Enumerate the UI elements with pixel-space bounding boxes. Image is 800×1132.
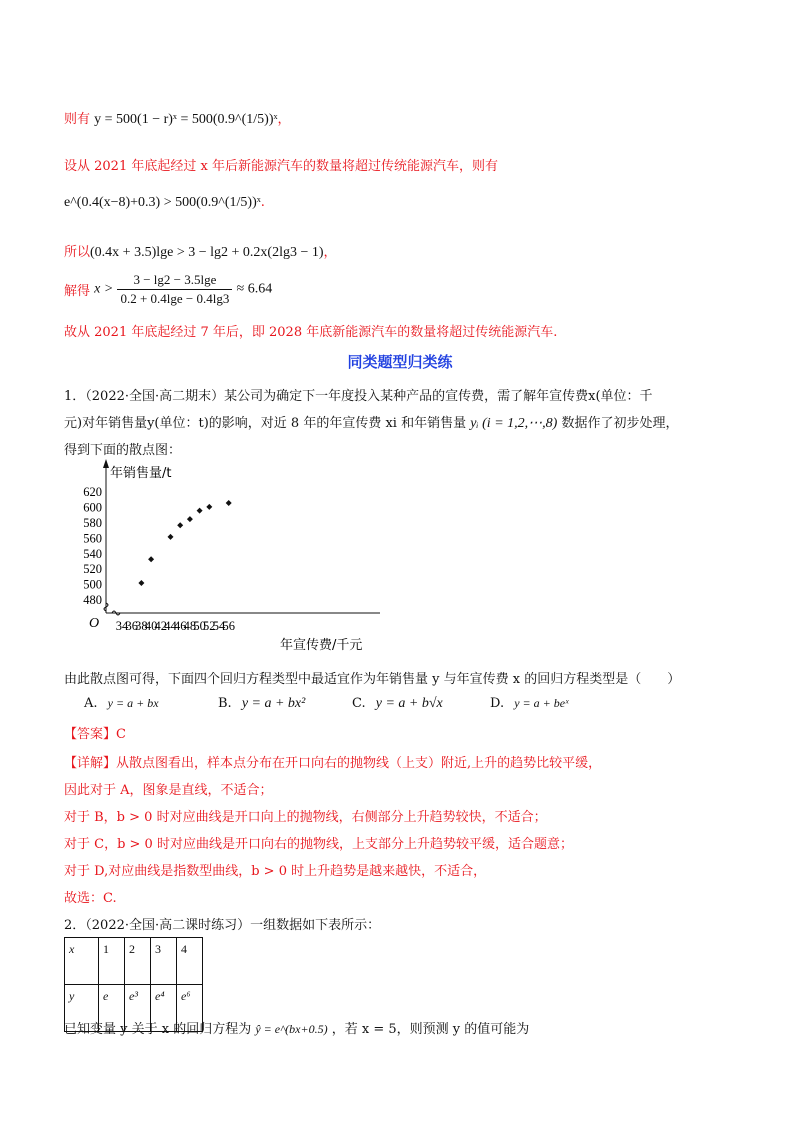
fraction-numerator: 3 − lg2 − 3.5lge xyxy=(117,272,232,290)
y-tick-label: 500 xyxy=(83,577,102,592)
solution-line-1 xyxy=(64,108,291,128)
table-cell: e³ xyxy=(125,985,151,1032)
q1-option-d[interactable] xyxy=(490,696,568,711)
section-title: 同类题型归类练 xyxy=(347,353,453,371)
solution-line-6: 故从 2021 年底起经过 7 年后，即 2028 年底新能源汽车的数量将超过传统能源汽车. xyxy=(64,325,558,340)
x-tick-label: 40 xyxy=(144,619,158,633)
q2-line-2-tail: ，若 x = 5，则预测 y 的值可能为 xyxy=(331,1022,530,1037)
solution-line-4-prefix: 所以 xyxy=(64,245,91,260)
q1-detail-2: 对于 B，b > 0 时对应曲线是开口向上的抛物线，右侧部分上升趋势较快，不适合； xyxy=(64,810,547,825)
y-tick-label: 580 xyxy=(83,516,102,530)
option-a-label: A. xyxy=(84,696,98,711)
solution-line-5-prefix: 解得 xyxy=(64,284,91,299)
y-tick-label: 600 xyxy=(83,500,102,515)
q1-detail-0: 【详解】从散点图看出，样本点分布在开口向右的抛物线（上支）附近,上升的趋势比较平缓， xyxy=(64,756,602,771)
y-tick-label: 540 xyxy=(83,546,102,561)
scatter-plot xyxy=(70,455,400,655)
x-tick-label: 52 xyxy=(203,619,216,633)
x-tick-label: 56 xyxy=(222,619,235,633)
y-tick-label: 560 xyxy=(83,531,102,546)
q1-line-3: 得到下面的散点图： xyxy=(64,443,182,458)
table-cell: x xyxy=(65,938,99,985)
x-tick-label: 48 xyxy=(183,619,197,633)
scatter-point xyxy=(206,504,212,510)
scatter-point xyxy=(168,534,174,540)
y-tick-label: 520 xyxy=(83,562,102,577)
table-row-x xyxy=(65,938,203,985)
table-cell: e⁴ xyxy=(151,985,177,1032)
option-a-formula: y = a + bx xyxy=(107,696,159,710)
scatter-point xyxy=(138,580,144,586)
x-tick-label: 46 xyxy=(173,619,187,633)
solution-line-4-end: ， xyxy=(323,245,337,260)
table-cell: 1 xyxy=(99,938,125,985)
q1-line-2 xyxy=(64,412,678,432)
option-b-label: B. xyxy=(218,696,232,711)
q2-regression-formula: ŷ = e^(bx+0.5) xyxy=(255,1022,328,1036)
x-tick-label: 50 xyxy=(193,619,206,633)
q2-line-1: 2．（2022·全国·高二课时练习）一组数据如下表所示： xyxy=(64,918,381,933)
x-tick-label: 42 xyxy=(154,619,168,633)
y-axis-arrow-icon xyxy=(103,459,109,468)
solution-line-4 xyxy=(64,241,337,261)
x-tick-label: 54 xyxy=(212,619,226,633)
scatter-point xyxy=(187,516,193,522)
q2-line-2-text: 已知变量 y 关于 x 的回归方程为 xyxy=(64,1022,252,1037)
formula-y-500: y = 500(1 − r)ˣ = 500(0.9^(1/5))ˣ xyxy=(94,112,278,127)
table-cell: e xyxy=(99,985,125,1032)
solution-line-2: 设从 2021 年底起经过 x 年后新能源汽车的数量将超过传统能源汽车，则有 xyxy=(64,159,498,174)
formula-x-gt: x > xyxy=(94,281,114,297)
q1-index-formula: yᵢ (i = 1,2,⋯,8) xyxy=(470,416,558,431)
table-cell: 4 xyxy=(177,938,203,985)
scatter-point xyxy=(226,500,232,506)
option-b-formula: y = a + bx² xyxy=(241,696,306,711)
formula-lg-inequality: (0.4x + 3.5)lge > 3 − lg2 + 0.2x(2lg3 − 1) xyxy=(90,245,324,260)
table-cell: 3 xyxy=(151,938,177,985)
scatter-point xyxy=(148,556,154,562)
option-d-label: D. xyxy=(490,696,505,711)
table-cell: e⁶ xyxy=(177,985,203,1032)
table-cell: 2 xyxy=(125,938,151,985)
option-c-label: C. xyxy=(352,696,366,711)
q2-line-2 xyxy=(64,1018,529,1037)
x-tick-label: 34 xyxy=(115,619,129,633)
x-tick-label: 44 xyxy=(164,619,177,633)
formula-fraction xyxy=(117,272,232,307)
formula-approx: ≈ 6.64 xyxy=(236,281,273,297)
q1-answer: 【答案】C xyxy=(64,727,126,742)
option-c-formula: y = a + b√x xyxy=(375,696,443,711)
fraction-denominator: 0.2 + 0.4lge − 0.4lg3 xyxy=(120,291,230,306)
q1-detail-3: 对于 C，b > 0 时对应曲线是开口向右的抛物线，上支部分上升趋势较平缓，适合题意； xyxy=(64,837,573,852)
solution-line-1-prefix: 则有 xyxy=(64,112,91,127)
q1-detail-1: 因此对于 A，图象是直线，不适合； xyxy=(64,783,273,798)
q1-option-c[interactable] xyxy=(352,696,443,712)
scatter-point xyxy=(177,522,183,528)
x-tick-label: 38 xyxy=(135,619,148,633)
x-axis-label: 年宣传费/千元 xyxy=(280,638,363,653)
solution-line-3 xyxy=(64,195,265,211)
solution-line-5 xyxy=(64,272,272,307)
x-tick-label: 36 xyxy=(125,619,138,633)
q1-option-a[interactable] xyxy=(84,696,159,711)
q1-line-2-text: 元)对年销售量y(单位：t)的影响，对近 8 年的年宣传费 xi 和年销售量 xyxy=(64,416,467,431)
q1-line-1: 1．（2022·全国·高二期末）某公司为确定下一年度投入某种产品的宣传费，需了解年宣传费x(单位：千 xyxy=(64,389,653,404)
q1-line-2-tail: 数据作了初步处理， xyxy=(561,416,679,431)
option-d-formula: y = a + beˣ xyxy=(514,696,569,710)
y-tick-label: 480 xyxy=(83,593,102,607)
q1-detail-5: 故选：C. xyxy=(64,891,117,906)
q1-option-b[interactable] xyxy=(218,696,305,712)
solution-line-1-end: ， xyxy=(277,112,291,127)
q1-prompt: 由此散点图可得，下面四个回归方程类型中最适宜作为年销售量 y 与年宣传费 x 的回归方程类型是（ ） xyxy=(64,672,681,687)
y-axis-label: 年销售量/t xyxy=(110,466,172,481)
solution-line-3-end: . xyxy=(260,195,265,210)
scatter-point xyxy=(197,508,203,514)
y-tick-label: 620 xyxy=(83,485,102,500)
q1-detail-4: 对于 D,对应曲线是指数型曲线，b > 0 时上升趋势是越来越快，不适合， xyxy=(64,864,487,879)
table-cell: y xyxy=(65,985,99,1032)
formula-inequality-e: e^(0.4(x−8)+0.3) > 500(0.9^(1/5))ˣ xyxy=(64,195,261,210)
origin-label: O xyxy=(89,616,100,631)
